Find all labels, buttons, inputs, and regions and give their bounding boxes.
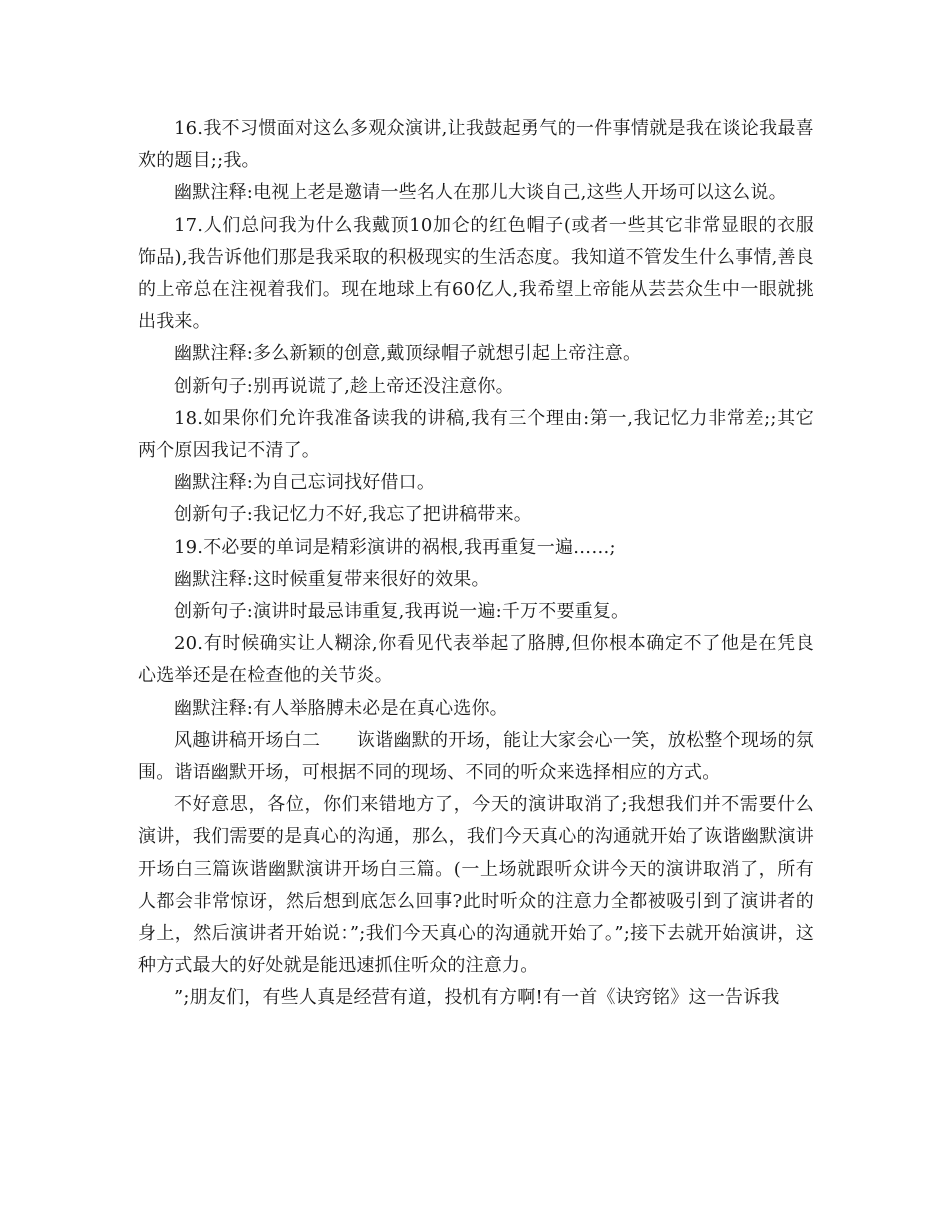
document-body: [138, 113, 814, 1015]
paragraph: 19.不必要的单词是精彩演讲的祸根,我再重复一遍……;: [174, 536, 616, 558]
paragraph: 创新句子:演讲时最忌讳重复,我再说一遍:千万不要重复。: [174, 601, 630, 623]
paragraph: 18.如果你们允许我准备读我的讲稿,我有三个理由:第一,我记忆力非常差;;其它两个原因我记不清了。: [138, 407, 814, 462]
paragraph: 幽默注释:有人举胳膊未必是在真心选你。: [174, 697, 508, 719]
paragraph: 17.人们总问我为什么我戴顶10加仑的红色帽子(或者一些其它非常显眼的衣服饰品),我告诉他们那是我采取的积极现实的生活态度。我知道不管发生什么事情,善良的上帝总在注视着我们。现在地球上有60亿人,我希望上帝能从芸芸众生中一眼就挑出我来。: [138, 214, 814, 333]
paragraph: 幽默注释:电视上老是邀请一些名人在那儿大谈自己,这些人开场可以这么说。: [174, 182, 787, 204]
paragraph: 20.有时候确实让人糊涂,你看见代表举起了胳膊,但你根本确定不了他是在凭良心选举还是在检查他的关节炎。: [138, 633, 814, 687]
paragraph: 风趣讲稿开场白二 诙谐幽默的开场，能让大家会心一笑，放松整个现场的氛围。谐语幽默开场，可根据不同的现场、不同的听众来选择相应的方式。: [138, 729, 814, 784]
paragraph: 16.我不习惯面对这么多观众演讲,让我鼓起勇气的一件事情就是我在谈论我最喜欢的题目;;我。: [138, 118, 814, 172]
paragraph: 幽默注释:为自己忘词找好借口。: [174, 472, 436, 494]
paragraph: 创新句子:别再说谎了,趁上帝还没注意你。: [174, 375, 514, 397]
paragraph: 幽默注释:这时候重复带来很好的效果。: [174, 568, 490, 590]
paragraph: 幽默注释:多么新颖的创意,戴顶绿帽子就想引起上帝注意。: [174, 343, 642, 365]
paragraph: ”;朋友们，有些人真是经营有道，投机有方啊!有一首《诀窍铭》这一告诉我: [174, 987, 780, 1009]
paragraph: 不好意思，各位，你们来错地方了，今天的演讲取消了;我想我们并不需要什么演讲，我们需要的是真心的沟通，那么，我们今天真心的沟通就开始了诙谐幽默演讲开场白三篇诙谐幽默演讲开场白三篇。(一上场就跟听众讲今天的演讲取消了，所有人都会非常惊讶，然后想到底怎么回事?此时听众的注意力全都被吸引到了演讲者的身上，然后演讲者开始说：”;我们今天真心的沟通就开始了。”;接下去就开始演讲，这种方式最大的好处就是能迅速抓住听众的注意力。: [138, 794, 814, 977]
paragraph: 创新句子:我记忆力不好,我忘了把讲稿带来。: [174, 504, 532, 526]
